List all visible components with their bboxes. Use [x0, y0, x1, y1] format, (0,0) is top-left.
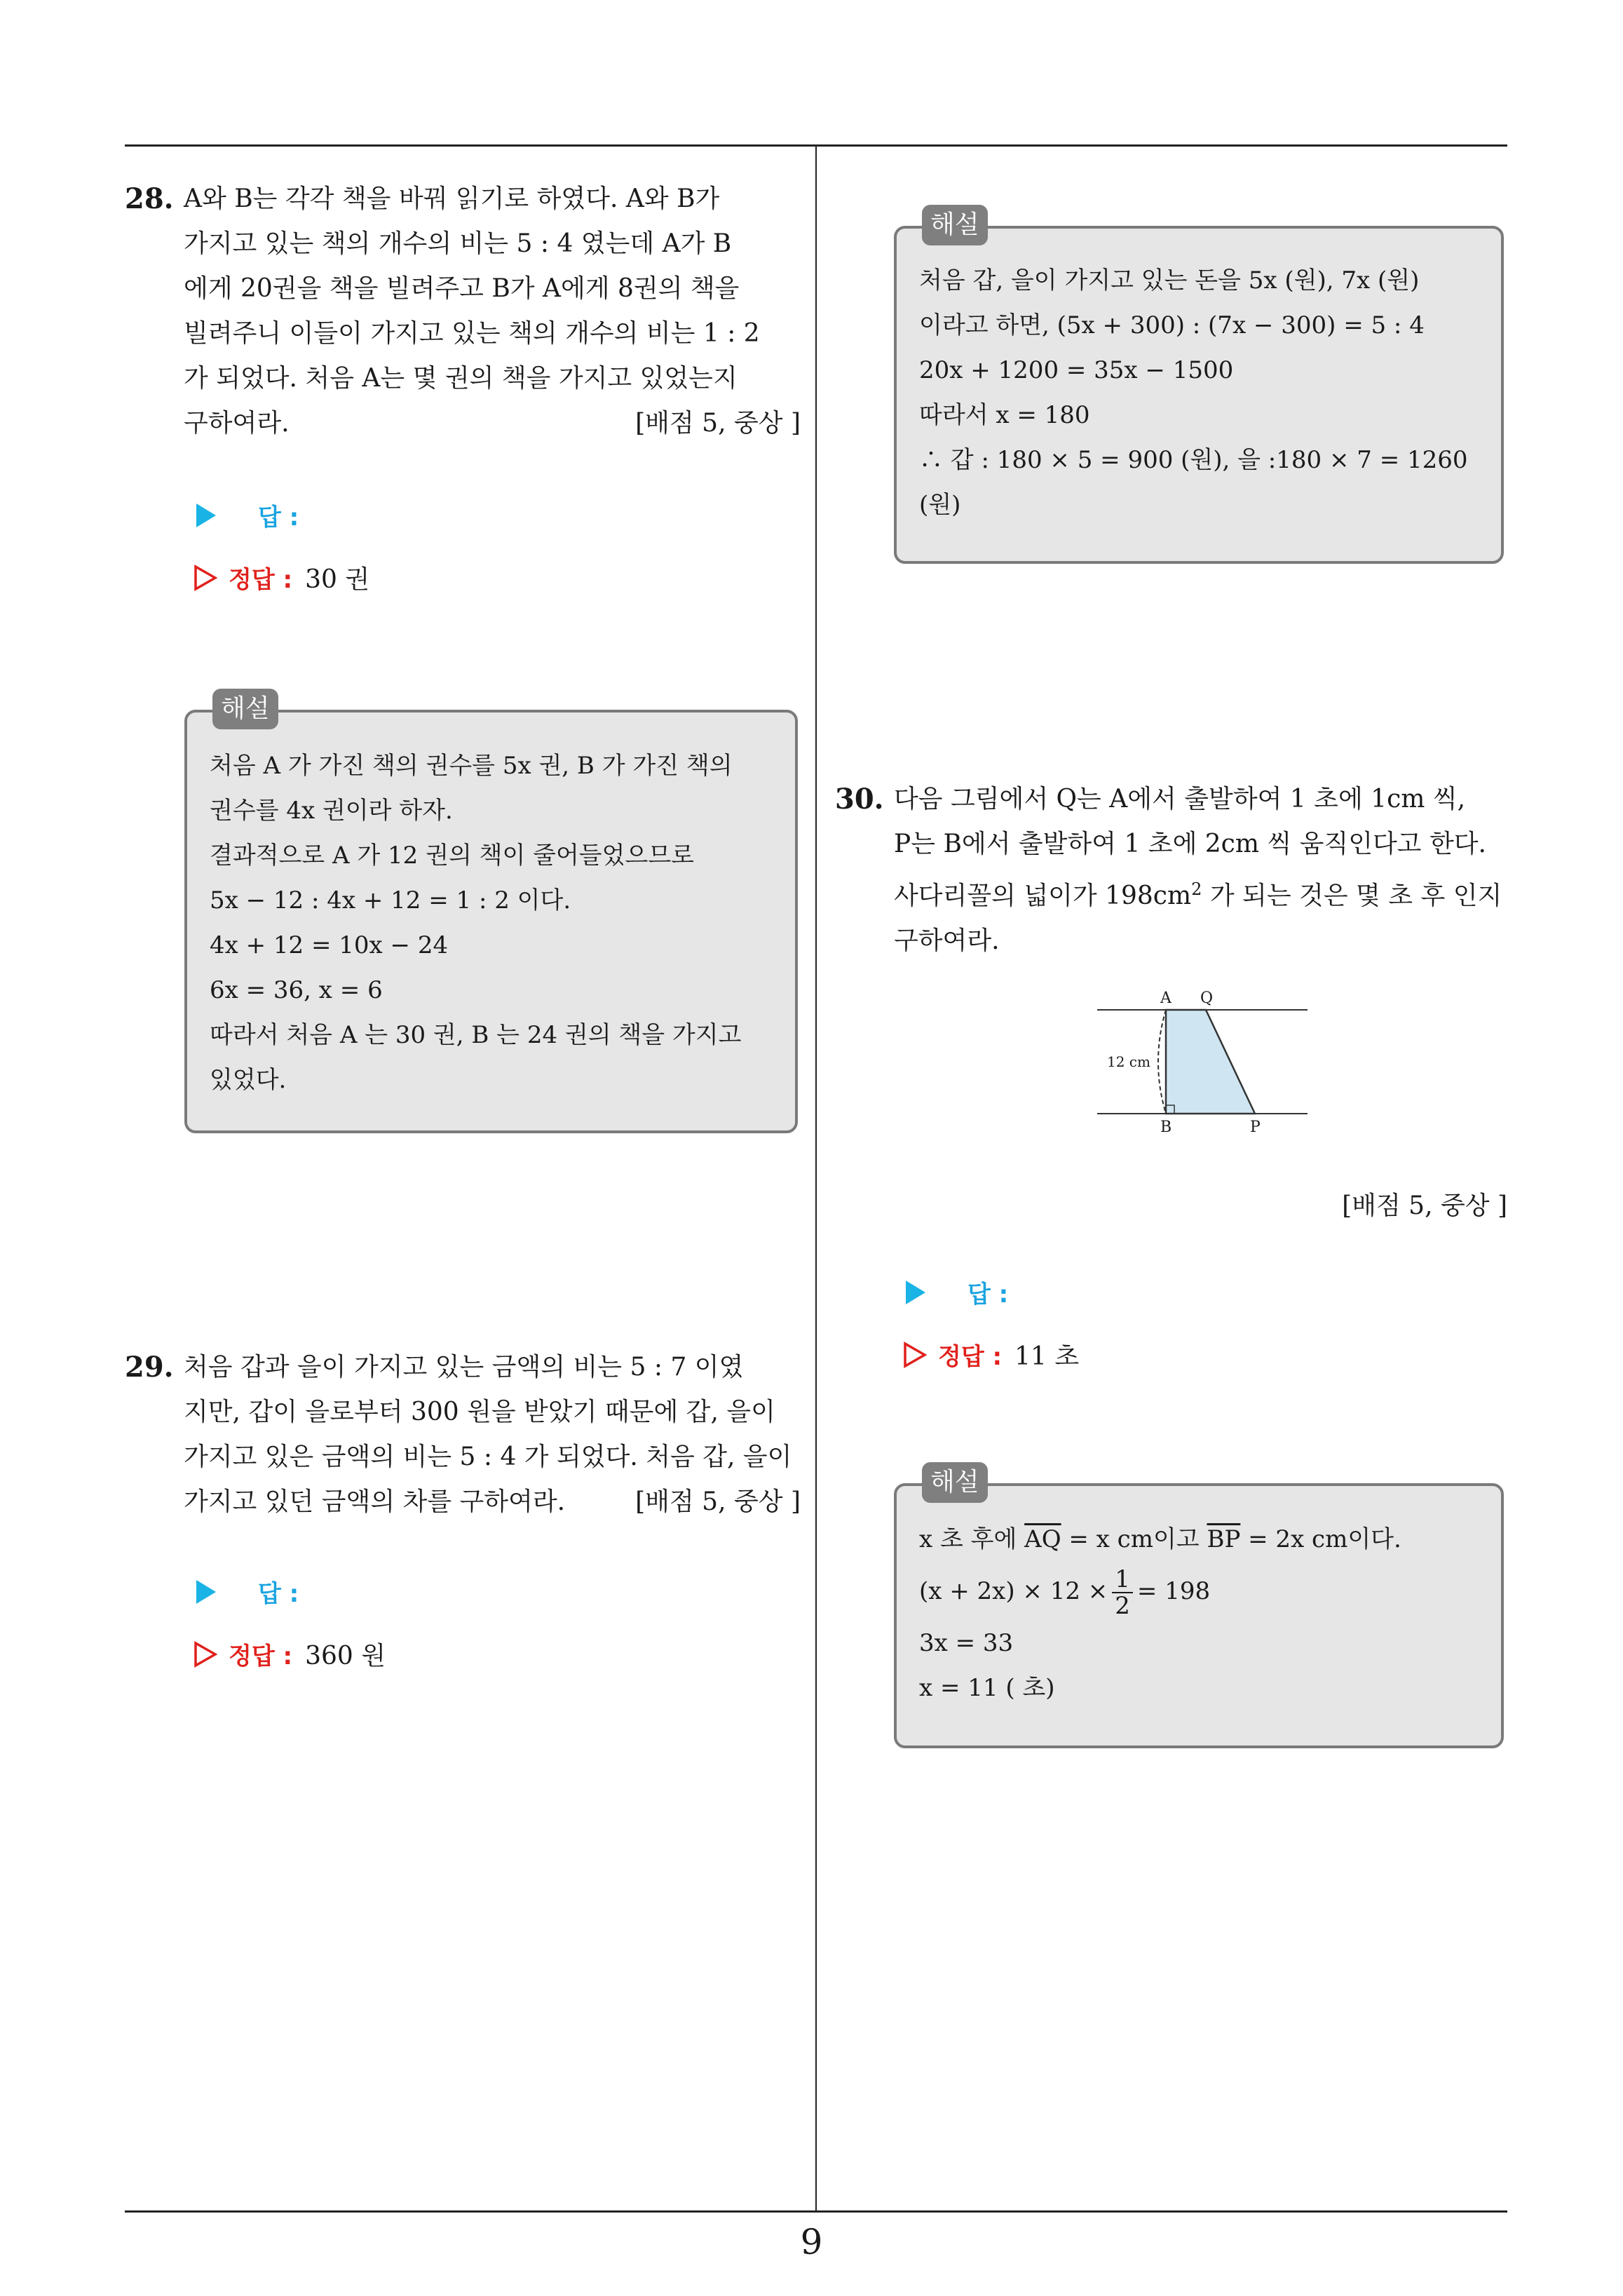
explanation-line: 6x = 36, x = 6: [210, 976, 383, 1004]
solution-value: 11 초: [1014, 1342, 1080, 1371]
column-divider: [815, 144, 817, 2210]
explanation-box: [894, 210, 1504, 564]
label-p: P: [1250, 1119, 1261, 1136]
math-text: = x cm이고: [1061, 1525, 1207, 1553]
explanation-line: 5x − 12 : 4x + 12 = 1 : 2 이다.: [210, 886, 571, 914]
solution-row: [193, 1636, 386, 1672]
problem-30: [835, 777, 1511, 964]
problem-text-line: 빌려주니 이들이 가지고 있는 책의 개수의 비는 1 : 2: [184, 319, 760, 348]
solution-arrow-icon: [193, 1641, 217, 1668]
answer-label: 답 :: [967, 1281, 1009, 1309]
explanation-line: ∴ 갑 : 180 × 5 = 900 (원), 을 :180 × 7 = 1260: [919, 446, 1468, 474]
problem-text-line: 가지고 있는 책의 개수의 비는 5 : 4 였는데 A가 B: [184, 229, 732, 258]
problem-text-line: A와 B는 각각 책을 바꿔 읽기로 하였다. A와 B가: [184, 184, 720, 213]
explanation-line: 3x = 33: [919, 1629, 1014, 1657]
explanation-text: [919, 258, 1468, 527]
answer-arrow-icon: [906, 1281, 925, 1304]
answer-row: [906, 1275, 1008, 1309]
solution-value: 30 권: [305, 565, 370, 594]
answer-label: 답 :: [258, 1580, 299, 1608]
problem-text: 가지고 있던 금액의 차를 구하여라.: [184, 1487, 566, 1516]
problem-number: 30.: [835, 783, 884, 816]
explanation-line: [919, 1517, 1401, 1562]
answer-row: [196, 1574, 299, 1609]
answer-label: 답 :: [258, 504, 299, 532]
explanation-line: 있었다.: [210, 1066, 287, 1094]
explanation-tag: 해설: [212, 689, 278, 729]
explanation-line: (원): [919, 491, 961, 519]
height-brace: [1158, 1010, 1166, 1114]
explanation-line: 결과적으로 A 가 12 권의 책이 줄어들었으므로: [210, 842, 695, 870]
explanation-tag: 해설: [922, 205, 988, 245]
answer-arrow-icon: [196, 504, 216, 527]
explanation-line: 4x + 12 = 10x − 24: [210, 931, 449, 959]
label-b: B: [1160, 1119, 1172, 1136]
math-text: x 초 후에: [919, 1525, 1025, 1553]
problem-29: [125, 1345, 801, 1525]
explanation-line: 20x + 1200 = 35x − 1500: [919, 356, 1234, 384]
solution-value: 360 원: [305, 1642, 386, 1670]
explanation-line: [919, 1562, 1401, 1621]
label-q: Q: [1200, 990, 1214, 1007]
points-label: [배점 5, 중상 ]: [635, 1487, 801, 1516]
label-a: A: [1160, 990, 1172, 1007]
answer-row: [196, 498, 299, 532]
explanation-tag: 해설: [922, 1462, 988, 1503]
problem-text: 가 되는 것은 몇 초 후 인지: [1202, 882, 1502, 910]
solution-row: [903, 1337, 1079, 1372]
solution-row: [193, 560, 369, 595]
problem-text-line: 지만, 갑이 을로부터 300 원을 받았기 때문에 갑, 을이: [184, 1398, 775, 1426]
explanation-line: 따라서 x = 180: [919, 401, 1090, 429]
problem-text-line-last: [184, 401, 801, 446]
explanation-line: 권수를 4x 권이라 하자.: [210, 797, 453, 825]
fraction: [1112, 1567, 1133, 1619]
problem-text-line: 처음 갑과 을이 가지고 있는 금액의 비는 5 : 7 이였: [184, 1353, 744, 1382]
explanation-box: [184, 694, 798, 1133]
explanation-text: [210, 743, 741, 1102]
label-height: 12 cm: [1107, 1053, 1150, 1070]
explanation-line: x = 11 ( 초): [919, 1674, 1055, 1702]
problem-text-line: 다음 그림에서 Q는 A에서 출발하여 1 초에 1cm 씩,: [894, 785, 1466, 813]
math-text: = 198: [1136, 1577, 1211, 1605]
answer-arrow-icon: [196, 1580, 216, 1604]
points-row: [894, 1184, 1507, 1229]
problem-text: 구하여라.: [184, 409, 290, 438]
page-number: 9: [800, 2222, 823, 2262]
solution-arrow-icon: [903, 1342, 927, 1368]
problem-text: 사다리꼴의 넓이가 198cm: [894, 882, 1192, 910]
explanation-box: [894, 1468, 1504, 1748]
problem-number: 28.: [125, 182, 174, 215]
problem-text-line: 가 되었다. 처음 A는 몇 권의 책을 가지고 있었는지: [184, 364, 738, 393]
solution-label: 정답 :: [938, 1343, 1003, 1371]
segment-bp: $\overline{BP}$: [1207, 1525, 1241, 1553]
problem-text-line: 구하여라.: [894, 926, 1000, 955]
points-label: [배점 5, 중상 ]: [635, 409, 801, 438]
problem-text-line: [894, 867, 1511, 919]
math-text: (x + 2x) × 12 ×: [919, 1577, 1108, 1605]
fraction-numerator: 1: [1112, 1567, 1133, 1593]
explanation-line: 따라서 처음 A 는 30 권, B 는 24 권의 책을 가지고: [210, 1021, 742, 1049]
explanation-line: 처음 A 가 가진 책의 권수를 5x 권, B 가 가진 책의: [210, 752, 733, 780]
solution-label: 정답 :: [229, 566, 293, 594]
superscript: 2: [1191, 879, 1202, 899]
solution-label: 정답 :: [229, 1642, 293, 1670]
math-text: = 2x cm이다.: [1240, 1525, 1401, 1553]
trapezoid-figure: [1097, 982, 1308, 1136]
explanation-line: 이라고 하면, (5x + 300) : (7x − 300) = 5 : 4: [919, 311, 1425, 339]
trapezoid-shape: [1166, 1010, 1255, 1114]
points-label: [배점 5, 중상 ]: [1342, 1191, 1507, 1220]
problem-text-line: P는 B에서 출발하여 1 초에 2cm 씩 움직인다고 한다.: [894, 830, 1486, 858]
problem-text-line: 가지고 있은 금액의 비는 5 : 4 가 되었다. 처음 갑, 을이: [184, 1443, 792, 1471]
problem-number: 29.: [125, 1351, 174, 1384]
problem-text-line: 에게 20권을 책을 빌려주고 B가 A에게 8권의 책을: [184, 274, 740, 303]
segment-aq: $\overline{AQ}$: [1024, 1525, 1061, 1553]
explanation-line: 처음 갑, 을이 가지고 있는 돈을 5x (원), 7x (원): [919, 266, 1420, 295]
problem-text-line-last: [184, 1480, 801, 1525]
problem-28: [125, 177, 801, 446]
bottom-rule: [125, 2210, 1507, 2213]
fraction-denominator: 2: [1115, 1592, 1130, 1620]
explanation-text: [919, 1517, 1401, 1710]
solution-arrow-icon: [193, 565, 217, 591]
